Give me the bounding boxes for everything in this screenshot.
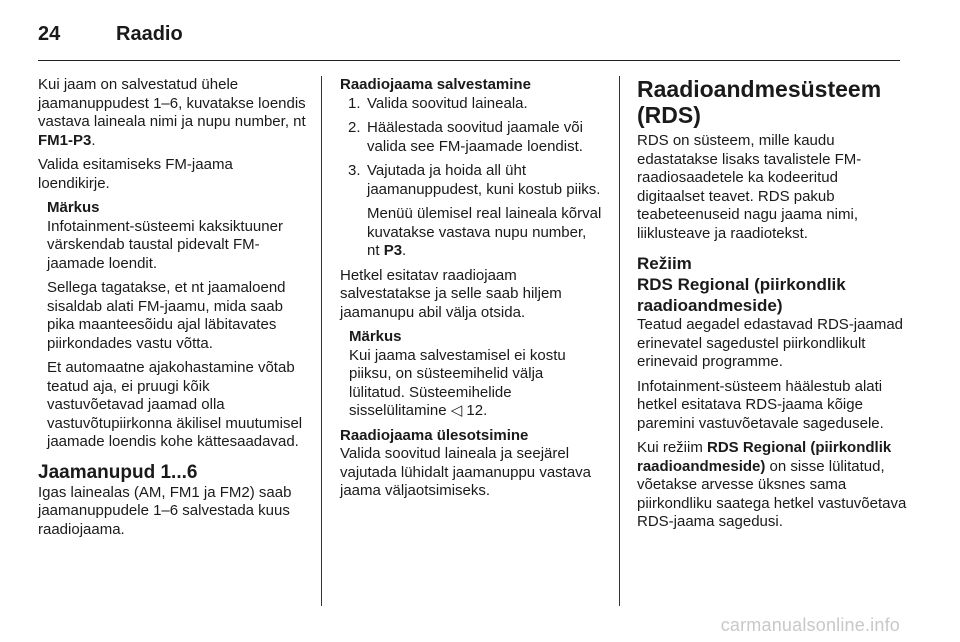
note-title: Märkus — [349, 328, 402, 345]
header-rule — [38, 60, 900, 61]
paragraph: Igas lainealas (AM, FM1 ja FM2) saab jaamanuppudele 1–6 salvestada kuus raadiojaama. — [38, 483, 292, 538]
subheading: Raadiojaama salvestamine — [340, 76, 531, 93]
paragraph: Valida esitamiseks FM-jaama loendikirje. — [38, 156, 233, 192]
column-2 — [340, 76, 602, 507]
column-1 — [38, 76, 306, 545]
list-item: 2. Häälestada soovitud jaamale või valida see FM-jaamade loendist. — [348, 119, 583, 155]
note-paragraph: Sellega tagatakse, et nt jaamaloend sisaldab alati FM-jaamu, mida saab pika maanteesõidu ajal läbitavates piirkondades vastu võtta. — [47, 279, 286, 352]
steps-list — [340, 95, 602, 200]
note-title: Märkus — [47, 199, 100, 216]
list-item: 3. Vajutada ja hoida all üht jaamanuppudest, kuni kostub piiks. — [348, 162, 601, 198]
column-3 — [637, 76, 907, 538]
note-paragraph: Et automaatne ajakohastamine võtab teatud aja, ei pruugi kõik vastuvõetavad jaamad olla vastuvõtupiirkonna äkilisel muutumisel jaamade loendis kohe kättesaadavad. — [47, 359, 303, 450]
paragraph: Valida soovitud laineala ja seejärel vajutada lühidalt jaamanuppu vastava jaama väljaotsimiseks. — [340, 445, 592, 499]
section-heading: Jaamanupud 1...6 — [38, 461, 198, 483]
paragraph: Infotainment-süsteem häälestub alati hetkel esitatava RDS-jaama kõige paremini vastuvõetavale sagedusele. — [637, 377, 884, 432]
column-divider-1 — [321, 76, 322, 606]
page-number: 24 — [38, 22, 61, 45]
page-ref-arrow-icon: ◁ — [450, 402, 463, 419]
note-paragraph: Kui jaama salvestamisel ei kostu piiksu, on süsteemihelid välja lülitatud. Süsteemihelide sisselülitamine ◁ 12. — [349, 346, 566, 419]
section-heading: RDS Regional (piirkondlik raadioandmeside) — [637, 275, 846, 315]
chapter-title: Raadio — [116, 22, 183, 45]
paragraph: Kui režiim RDS Regional (piirkondlik raadioandmeside) on sisse lülitatud, võetakse arvesse üksnes sama piirkondliku saatega hetkel vastuvõetava RDS-jaama sagedusi. — [637, 439, 907, 530]
step-detail: Menüü ülemisel real laineala kõrval kuvatakse vastava nupu number, nt P3. — [367, 205, 602, 259]
note-box — [47, 199, 306, 452]
paragraph: Teatud aegadel edastavad RDS-jaamad erinevatel sagedustel piirkondlikult erinevaid programme. — [637, 316, 904, 370]
paragraph: RDS on süsteem, mille kaudu edastatakse lisaks tavalistele FM-raadiosaadetele ka kodeeritud digitaalset teavet. RDS pakub teabeteenuseid nagu jaama nimi, liiklusteave ja raadiotekst. — [637, 132, 862, 242]
paragraph: Kui jaam on salvestatud ühele jaamanuppudest 1–6, kuvatakse loendis vastava laineala nimi ja nupu number, nt FM1-P3. — [38, 76, 306, 149]
list-item: 1. Valida soovitud laineala. — [348, 94, 528, 112]
note-paragraph: Infotainment-süsteemi kaksiktuuner värskendab taustal pidevalt FM-jaamade loendit. — [47, 217, 283, 272]
main-heading: Raadioandmesüsteem (RDS) — [637, 76, 882, 128]
watermark: carmanualsonline.info — [720, 615, 900, 635]
band-example: FM1-P3 — [38, 131, 92, 149]
subheading: Raadiojaama ülesotsimine — [340, 426, 529, 444]
paragraph: Hetkel esitatav raadiojaam salvestatakse ja selle saab hiljem jaamanupu abil välja otsida. — [340, 266, 562, 321]
section-heading: Režiim — [637, 254, 692, 273]
column-divider-2 — [619, 76, 620, 606]
page-header — [38, 14, 183, 54]
note-box — [349, 328, 602, 421]
